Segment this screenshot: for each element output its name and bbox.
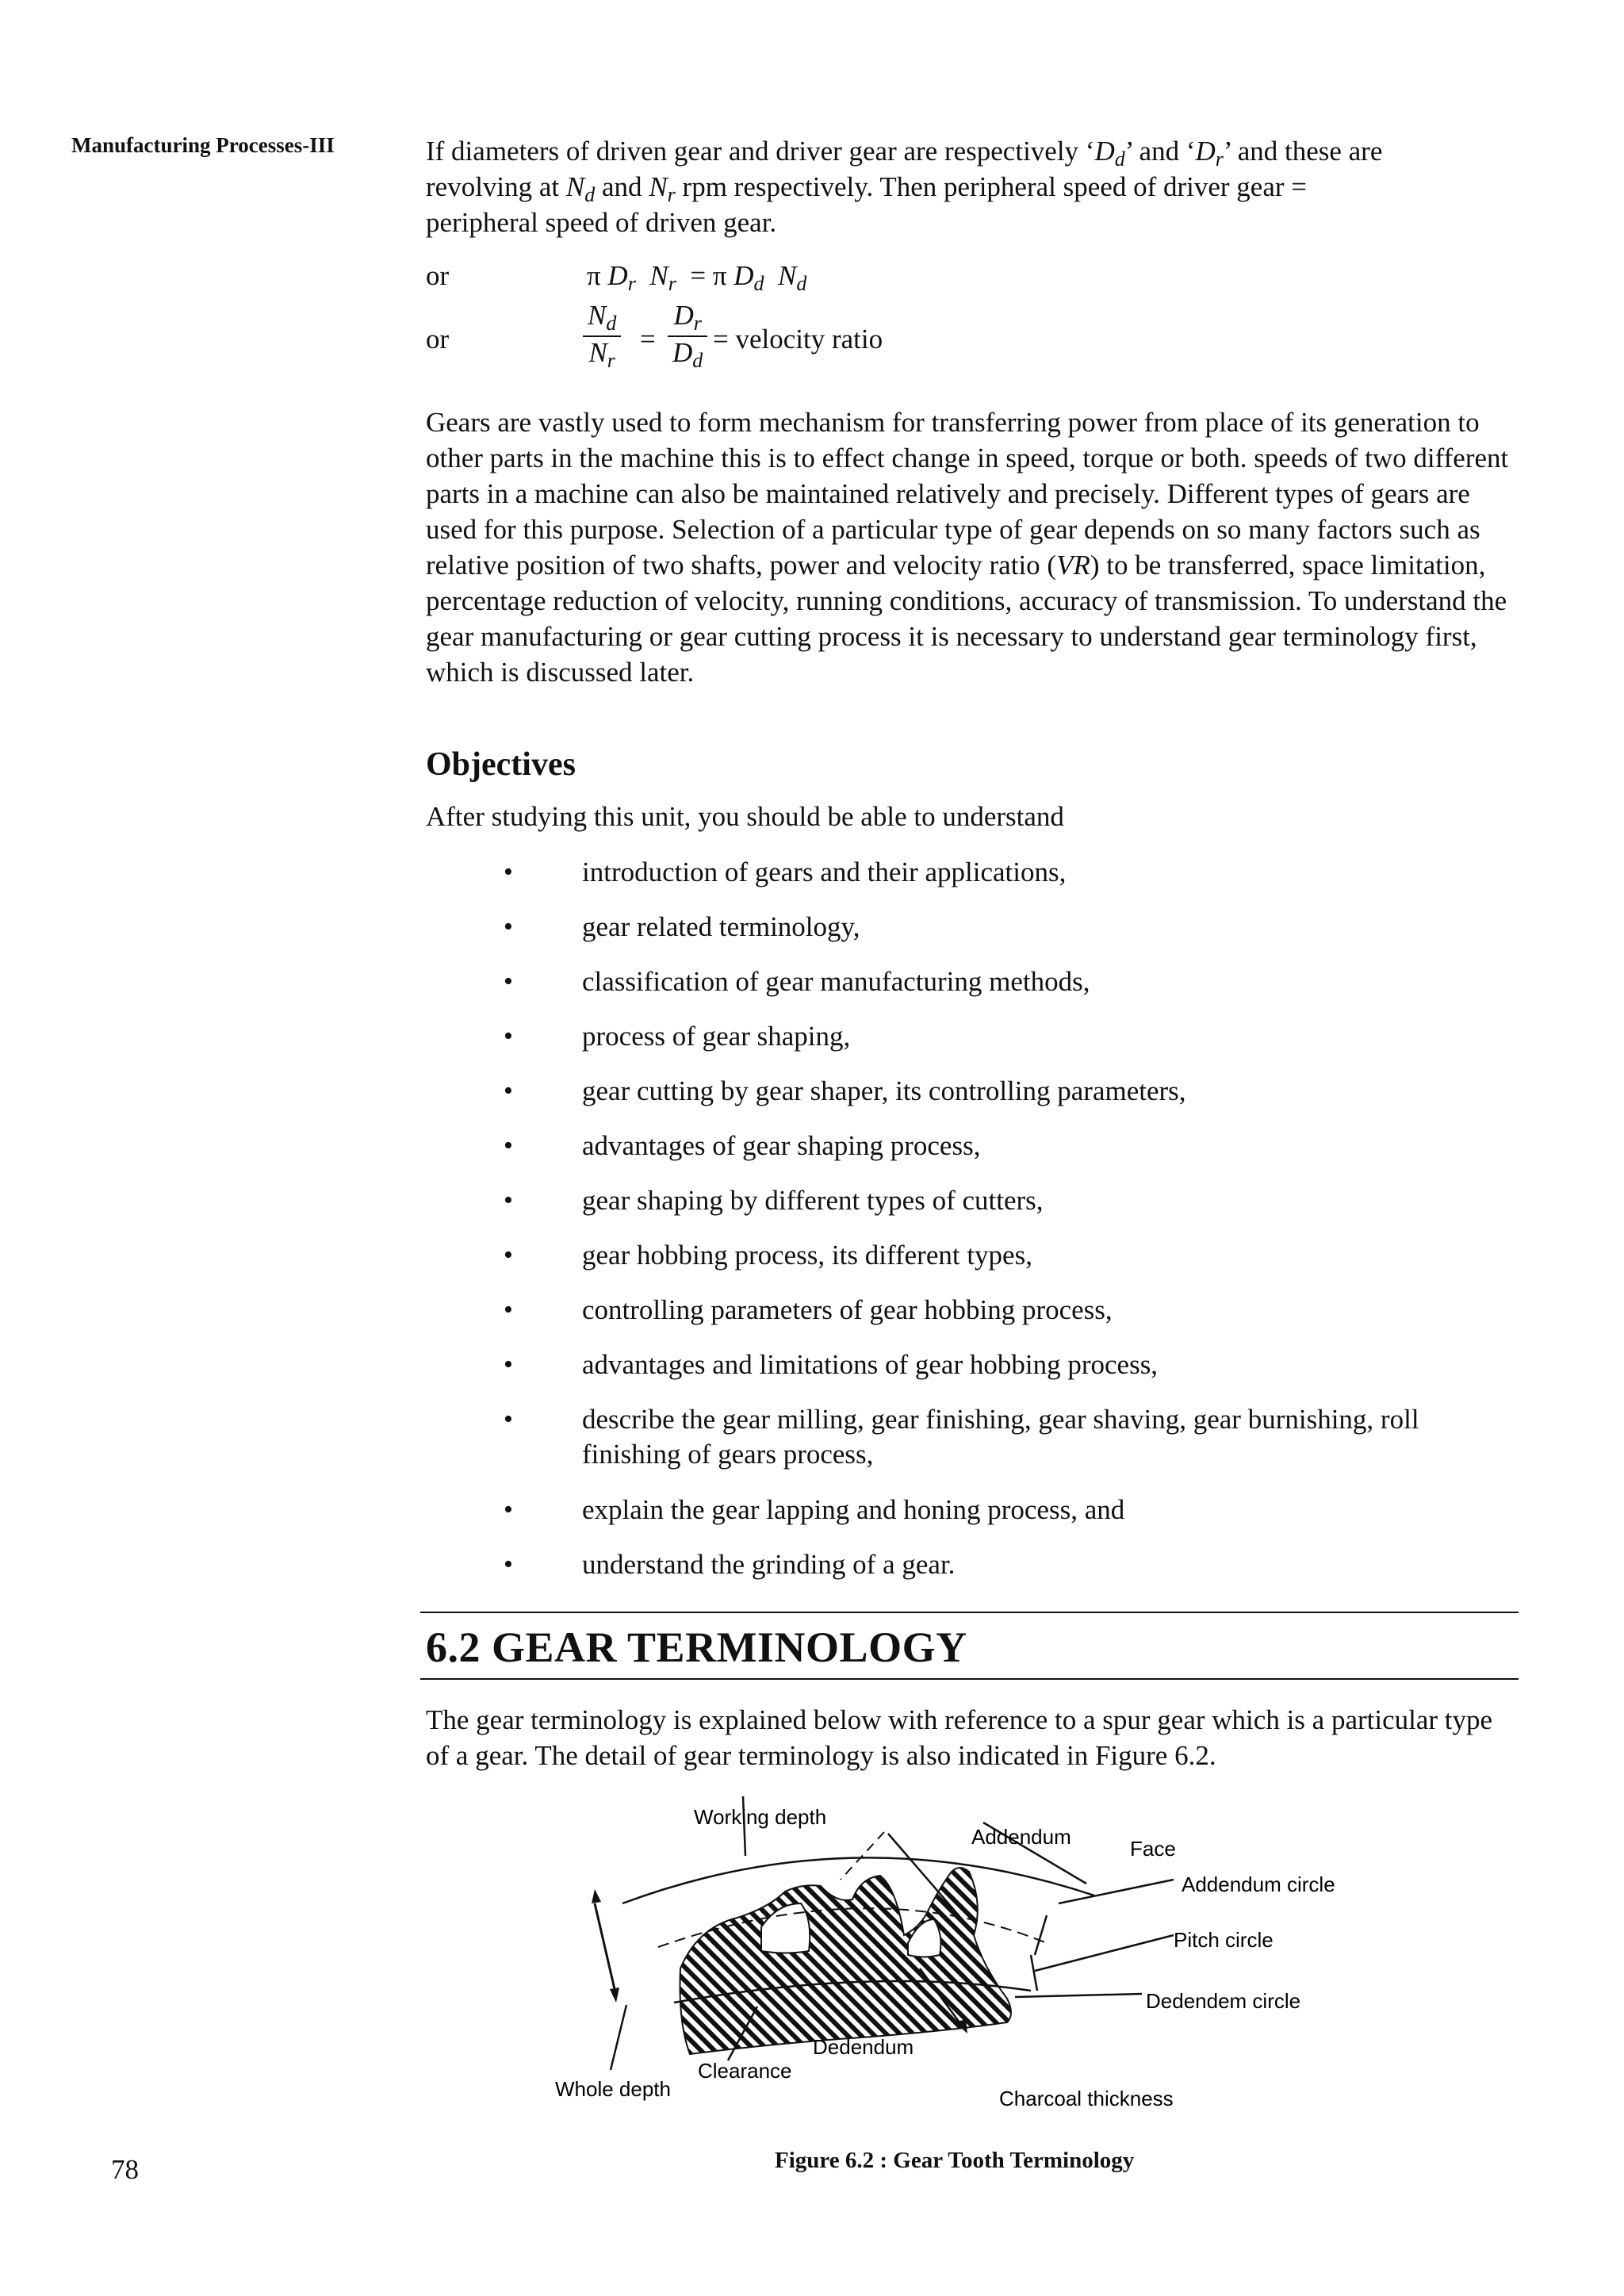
symbol: N <box>588 300 607 331</box>
list-item-text: controlling parameters of gear hobbing process, <box>582 1294 1113 1325</box>
bullet-icon: • <box>504 1550 513 1579</box>
intro-text: revolving at <box>426 171 566 202</box>
bullet-icon: • <box>504 1350 513 1379</box>
section-paragraph: The gear terminology is explained below with reference to a spur gear which is a particular type of a gear. The detail of gear terminology is also indicated in Figure 6.2. <box>426 1704 1493 1771</box>
subscript: r <box>607 349 615 372</box>
leader-line <box>1035 1935 1174 1971</box>
bullet-icon: • <box>504 967 513 996</box>
tooth-gap <box>908 1919 940 1957</box>
subscript: r <box>1215 148 1224 171</box>
body-paragraph <box>426 404 1520 690</box>
symbol: D <box>1195 136 1216 167</box>
symbol: D <box>672 337 693 368</box>
list-item-text: advantages of gear shaping process, <box>582 1130 981 1161</box>
figure-caption: Figure 6.2 : Gear Tooth Terminology <box>775 2148 1135 2173</box>
label-addendum: Addendum <box>971 1825 1071 1849</box>
bullet-icon: • <box>504 1131 513 1160</box>
subscript: d <box>606 312 617 335</box>
list-item-text: understand the grinding of a gear. <box>582 1549 956 1580</box>
leader-line <box>1059 1880 1174 1903</box>
list-item-text: process of gear shaping, <box>582 1021 851 1052</box>
leader-line <box>1035 1915 1047 1955</box>
leader-line <box>841 1832 884 1880</box>
list-item-text: gear shaping by different types of cutters, <box>582 1185 1044 1216</box>
label-working-depth: Working depth <box>694 1805 827 1829</box>
section-heading: 6.2 GEAR TERMINOLOGY <box>426 1623 967 1671</box>
intro-text: If diameters of driven gear and driver gear are respectively ‘ <box>426 136 1095 167</box>
symbol: N <box>588 337 607 368</box>
body-text: ) to be transferred, space limitation, percentage reduction of velocity, running conditions, accuracy of transmission. To understand the gear manufacturing or gear cutting process it is necessary to understand gear terminology first, which is discussed later. <box>426 550 1507 688</box>
bullet-icon: • <box>504 1405 513 1434</box>
intro-line-3: peripheral speed of driven gear. <box>426 207 777 238</box>
fraction-nd-nr <box>583 300 621 373</box>
bullet-icon: • <box>504 1186 513 1215</box>
bullet-icon: • <box>504 1240 513 1270</box>
equation-1-expression <box>587 260 806 296</box>
whole-depth-arrow <box>595 1903 615 1989</box>
label-whole-depth: Whole depth <box>555 2077 671 2101</box>
symbol: D <box>733 260 754 291</box>
leader-line <box>1015 1994 1142 1997</box>
leader-line <box>1031 1955 1037 1991</box>
objectives-intro: After studying this unit, you should be able to understand <box>426 801 1064 832</box>
body-text: Gears are vastly used to form mechanism for transferring power from place of its generation to other parts in the machine this is to effect change in speed, torque or both. speeds of two different parts in a machine can also be maintained relatively and precisely. Different types of gears are used for this purpose. Selection of a particular type of gear depends on so many factors such as relative position of two shafts, power and velocity ratio ( <box>426 407 1509 581</box>
arrow-head <box>592 1889 601 1903</box>
or-label: or <box>426 260 450 291</box>
symbol: N <box>649 260 668 291</box>
list-item-text: advantages and limitations of gear hobbing process, <box>582 1349 1159 1380</box>
pi-symbol: π <box>587 260 601 291</box>
label-clearance: Clearance <box>698 2059 792 2083</box>
list-item-text: describe the gear milling, gear finishing, gear shaving, gear burnishing, roll finishing of gears process, <box>582 1404 1419 1470</box>
list-item-text: gear cutting by gear shaper, its controlling parameters, <box>582 1075 1186 1106</box>
leader-line <box>611 2005 626 2070</box>
subscript: r <box>667 183 676 206</box>
equation-1 <box>426 260 1139 300</box>
list-item-text: classification of gear manufacturing methods, <box>582 966 1090 997</box>
label-face: Face <box>1130 1837 1176 1861</box>
intro-text: ’ and these are <box>1223 136 1383 167</box>
gear-tooth-figure <box>539 1784 1380 2125</box>
symbol: D <box>607 260 628 291</box>
subscript: r <box>627 272 636 295</box>
section-rule-bottom <box>420 1678 1519 1680</box>
page-number: 78 <box>111 2154 139 2185</box>
label-dedendum: Dedendum <box>813 2035 914 2059</box>
pi-symbol: π <box>712 260 727 291</box>
equals-sign: = <box>640 324 656 355</box>
gear-tooth-diagram <box>539 1784 1380 2125</box>
equation-2 <box>426 300 1139 387</box>
subscript: d <box>584 183 596 206</box>
fraction-numerator <box>583 300 621 335</box>
subscript: d <box>796 272 807 295</box>
fraction-dr-dd <box>668 300 707 373</box>
subscript: r <box>693 312 702 335</box>
vr-symbol: VR <box>1056 550 1090 581</box>
section-rule-top <box>420 1612 1519 1613</box>
fraction-denominator <box>583 335 621 373</box>
subscript: d <box>1114 148 1125 171</box>
intro-text: and <box>595 171 649 202</box>
symbol: N <box>778 260 797 291</box>
bullet-icon: • <box>504 1295 513 1324</box>
arrow-head <box>610 1987 619 2003</box>
intro-text: ’ and ‘ <box>1124 136 1196 167</box>
bullet-icon: • <box>504 912 513 941</box>
objectives-heading: Objectives <box>426 746 576 783</box>
list-item-text: gear hobbing process, its different types, <box>582 1240 1032 1271</box>
running-header: Manufacturing Processes-III <box>71 133 335 157</box>
label-addendum-circle: Addendum circle <box>1182 1872 1335 1896</box>
symbol: N <box>565 171 585 202</box>
or-label: or <box>426 324 450 355</box>
subscript: r <box>668 272 676 295</box>
symbol: D <box>673 300 694 331</box>
label-charcoal-thickness: Charcoal thickness <box>999 2087 1174 2110</box>
bullet-icon: • <box>504 857 513 887</box>
label-dedendem-circle: Dedendem circle <box>1146 1989 1301 2013</box>
fraction-denominator <box>668 335 707 373</box>
list-item-text: explain the gear lapping and honing process, and <box>582 1494 1125 1525</box>
subscript: d <box>692 349 703 372</box>
bullet-icon: • <box>504 1076 513 1106</box>
equals-sign: = <box>690 260 707 291</box>
bullet-icon: • <box>504 1495 513 1524</box>
bullet-icon: • <box>504 1022 513 1051</box>
symbol: N <box>649 171 668 202</box>
list-item-text: introduction of gears and their applications, <box>582 857 1067 887</box>
intro-text: rpm respectively. Then peripheral speed of driver gear = <box>675 171 1308 202</box>
fraction-numerator <box>668 300 707 335</box>
list-item-text: gear related terminology, <box>582 911 860 942</box>
subscript: d <box>753 272 764 295</box>
velocity-ratio-text: = velocity ratio <box>713 324 883 355</box>
symbol: D <box>1094 136 1115 167</box>
label-pitch-circle: Pitch circle <box>1174 1928 1274 1952</box>
